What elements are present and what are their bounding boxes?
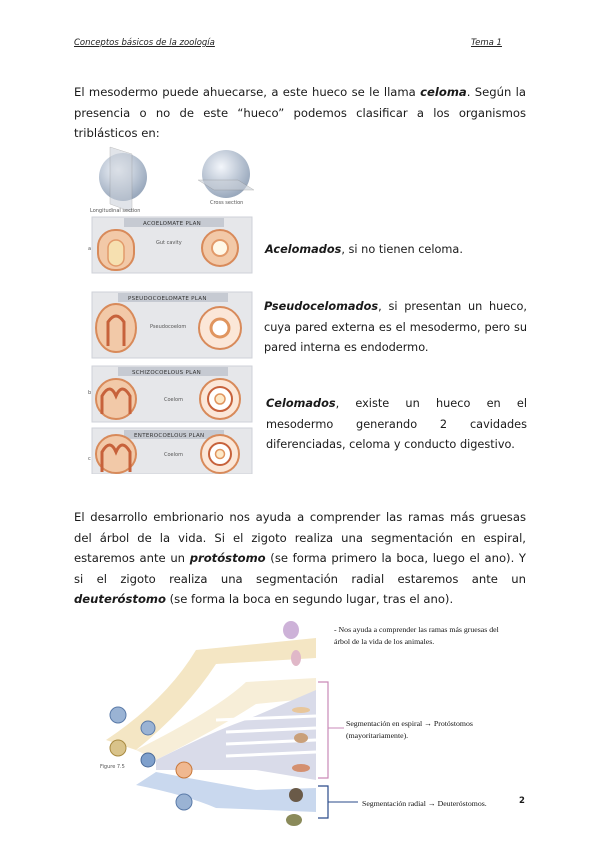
phylogeny-figure	[96, 620, 516, 830]
letter-a: a	[88, 246, 92, 252]
animal-sponge	[283, 621, 299, 639]
pseudocoelomate-long	[96, 304, 136, 352]
enterocoelous-title: ENTEROCOELOUS PLAN	[134, 433, 205, 439]
coelom-label-2: Coelom	[164, 452, 183, 458]
gut-cavity-label: Gut cavity	[156, 240, 182, 246]
note-line-1: - Nos ayuda a comprender las ramas más gruesas del	[334, 625, 499, 634]
animal-chordate	[286, 814, 302, 826]
embryo-2	[110, 740, 126, 756]
embryo-1	[110, 707, 126, 723]
cross-label: Cross section	[210, 200, 244, 206]
term-deuterostomo: deuteróstomo	[74, 592, 166, 606]
paragraph-celoma: El mesodermo puede ahuecarse, a este hueco se le llama celoma. Según la presencia o no de este “hueco” podemos clasificar a los organismos triblásticos en:	[74, 85, 526, 140]
pseudocoelomate-title: PSEUDOCOELOMATE PLAN	[128, 296, 207, 302]
note-line-2: árbol de la vida de los animales.	[334, 637, 435, 646]
label-pseudocelomados: Pseudocelomados, si presentan un hueco, cuya pared externa es el mesodermo, pero su pared interna es endodermo.	[264, 300, 527, 354]
sphere-cross	[202, 150, 250, 198]
acoelomate-title: ACOELOMATE PLAN	[143, 221, 202, 227]
page-number: 2	[519, 796, 525, 806]
label-celomados: Celomados, existe un hueco en el mesodermo generando 2 cavidades diferenciadas, celoma y conducto digestivo.	[266, 397, 527, 451]
header-topic: Tema 1	[471, 38, 502, 48]
coelom-label-1: Coelom	[164, 397, 183, 403]
radial-line: Segmentación radial → Deuteróstomos.	[362, 799, 487, 808]
term-protostomo: protóstomo	[189, 551, 266, 565]
bracket-protostome	[318, 682, 328, 778]
embryo-6	[176, 794, 192, 810]
embryo-4	[141, 753, 155, 767]
spiral-line-1: Segmentación en espiral → Protóstomos	[346, 719, 473, 728]
term-celoma: celoma	[420, 85, 467, 99]
letter-b: b	[88, 390, 92, 396]
pseudocoelom-label: Pseudocoelom	[150, 324, 187, 330]
header-doc-title: Conceptos básicos de la zoología	[74, 38, 215, 48]
animal-mollusc	[294, 733, 308, 743]
longitudinal-plane	[110, 147, 132, 212]
bracket-deuterostome	[318, 786, 328, 818]
animal-cnidarian	[291, 650, 301, 666]
body-plans-figure	[88, 142, 260, 474]
label-acelomados: Acelomados, si no tienen celoma.	[265, 243, 463, 256]
longitudinal-label: Longitudinal section	[90, 208, 141, 214]
figure2-caption: Figure 7.5	[100, 764, 125, 770]
animal-worm	[292, 707, 310, 713]
paragraph-desarrollo: El desarrollo embrionario nos ayuda a comprender las ramas más gruesas del árbol de la vida. Si el zigoto realiza una segmentación en espiral, estaremos ante un protóstomo (se forma primero la boca, luego el ano). Y si el zigoto realiza una segmentación radial estaremos ante un deuteróstomo (se forma la boca en segundo lugar, tras el ano).	[74, 510, 527, 606]
animal-arthropod	[292, 764, 310, 772]
embryo-3	[141, 721, 155, 735]
letter-c: c	[88, 456, 91, 462]
spiral-line-2: (mayoritariamente).	[346, 731, 409, 740]
schizocoelous-title: SCHIZOCOELOUS PLAN	[132, 370, 202, 376]
embryo-5	[176, 762, 192, 778]
animal-echinoderm	[289, 788, 303, 802]
branch-deuterostome	[136, 772, 316, 812]
